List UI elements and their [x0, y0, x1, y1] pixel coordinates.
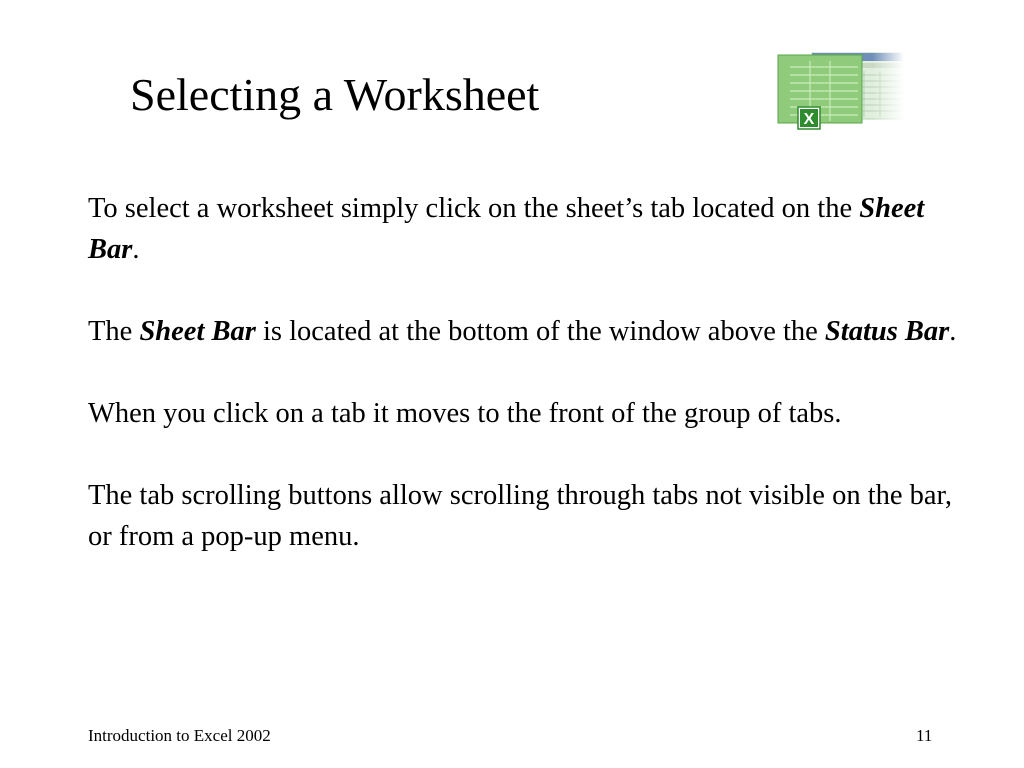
paragraph-tab-front [88, 393, 968, 434]
paragraph-text: is located at the bottom of the window above the [255, 316, 825, 347]
paragraph-text: . [949, 316, 957, 347]
paragraph-sheet-bar-location [88, 311, 968, 352]
emphasis-sheet-bar: Sheet Bar [88, 193, 925, 265]
slide-body [88, 188, 968, 557]
emphasis-status-bar: Status Bar [824, 316, 950, 347]
svg-text:X: X [803, 111, 815, 128]
excel-logo [776, 51, 904, 131]
excel-icon [776, 51, 904, 131]
paragraph-text: When you click on a tab it moves to the front of the group of tabs. [88, 398, 842, 429]
slide-title: Selecting a Worksheet [130, 69, 540, 120]
paragraph-text: . [132, 234, 140, 265]
footer-presentation-title: Introduction to Excel 2002 [88, 726, 271, 745]
paragraph-text: To select a worksheet simply click on the sheet’s tab located on the [88, 193, 860, 224]
paragraph-select-worksheet [88, 188, 968, 270]
emphasis-sheet-bar: Sheet Bar [139, 316, 256, 347]
footer-page-number: 11 [916, 726, 933, 745]
paragraph-tab-scrolling [88, 475, 968, 557]
paragraph-text: The tab scrolling buttons allow scrolling through tabs not visible on the bar, or from a pop-up menu. [88, 480, 953, 552]
paragraph-text: The [88, 316, 140, 347]
